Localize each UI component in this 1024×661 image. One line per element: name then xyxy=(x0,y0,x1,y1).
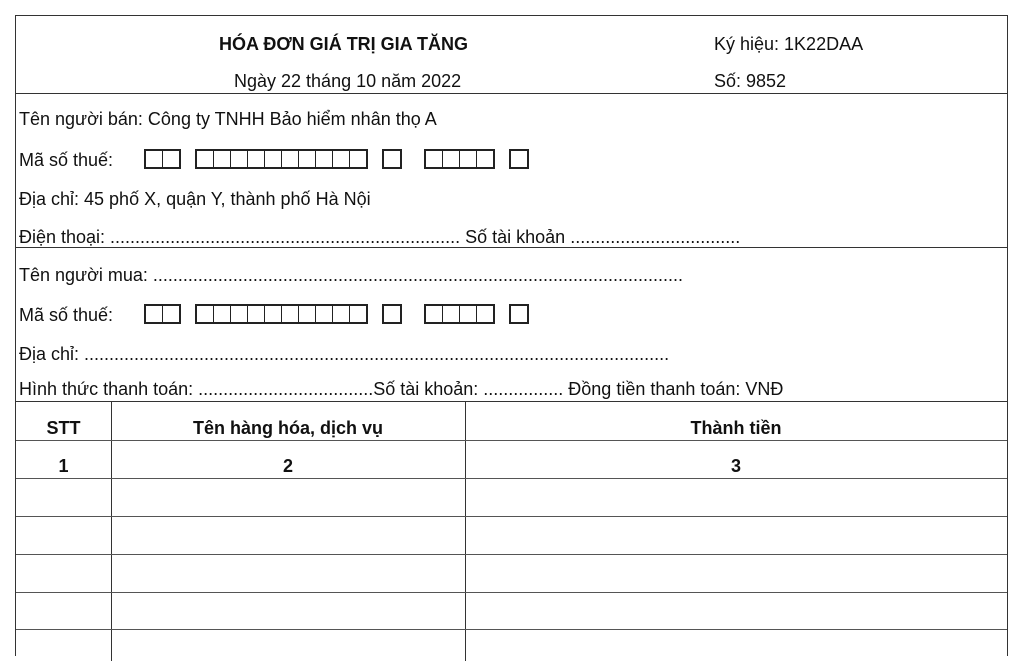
buyer-tax-boxes xyxy=(144,304,543,324)
col-header-goods: Tên hàng hóa, dịch vụ xyxy=(192,418,383,438)
col-header-amount: Thành tiền xyxy=(690,418,782,438)
buyer-name: Tên người mua: .......................................................................................................... xyxy=(19,265,684,285)
invoice-form xyxy=(15,15,1008,656)
table-row-line xyxy=(16,629,1007,630)
table-row-line xyxy=(16,440,1007,441)
seller-address: Địa chỉ: 45 phố X, quận Y, thành phố Hà Nội xyxy=(19,189,371,209)
payment-info: Hình thức thanh toán: ...................................Số tài khoản: ................ Đồng tiền thanh toán: VNĐ xyxy=(19,379,784,399)
buyer-address: Địa chỉ: ..................................................................................................................... xyxy=(19,344,670,364)
index-stt: 1 xyxy=(58,456,69,476)
index-goods: 2 xyxy=(282,456,293,476)
seller-tax-label: Mã số thuế: xyxy=(19,150,114,170)
invoice-number: Số: 9852 xyxy=(714,71,787,91)
divider xyxy=(16,93,1007,94)
invoice-date: Ngày 22 tháng 10 năm 2022 xyxy=(234,71,462,91)
invoice-symbol: Ký hiệu: 1K22DAA xyxy=(714,34,864,54)
buyer-tax-label: Mã số thuế: xyxy=(19,305,114,325)
divider xyxy=(16,247,1007,248)
seller-tax-boxes xyxy=(144,149,543,169)
invoice-title: HÓA ĐƠN GIÁ TRỊ GIA TĂNG xyxy=(219,34,469,54)
seller-name: Tên người bán: Công ty TNHH Bảo hiểm nhân thọ A xyxy=(19,109,437,129)
col-header-stt: STT xyxy=(46,418,81,438)
table-row-line xyxy=(16,478,1007,479)
index-amount: 3 xyxy=(730,456,741,476)
table-row-line xyxy=(16,516,1007,517)
table-row-line xyxy=(16,554,1007,555)
seller-phone-account: Điện thoại: ...................................................................... Số tài khoản .................................. xyxy=(19,227,741,247)
divider xyxy=(16,401,1007,402)
table-row-line xyxy=(16,592,1007,593)
